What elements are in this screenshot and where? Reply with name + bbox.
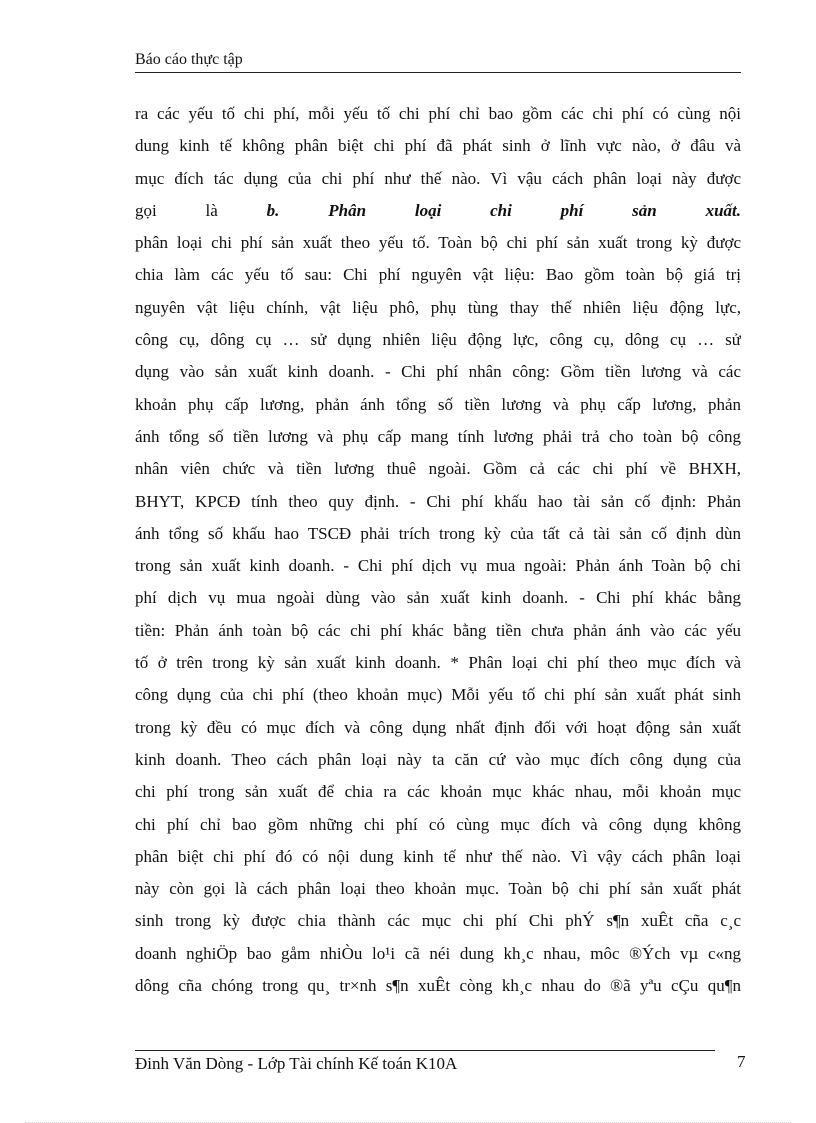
text-line: dung kinh tế không phân biệt chi phí đã phát sinh ở lĩnh vực nào, ở đâu và — [135, 136, 741, 156]
line-prefix: gọi là — [135, 200, 218, 220]
footer-author: Đinh Văn Dòng - Lớp Tài chính Kế toán K10A — [135, 1054, 458, 1073]
text-line: ra các yếu tố chi phí, mỗi yếu tố chi phí chỉ bao gồm các chi phí có cùng nội — [135, 104, 741, 123]
text-line: chi phí chỉ bao gồm những chi phí có cùng mục đích và công dụng không — [135, 814, 741, 834]
section-heading: b. Phân loại chi phí sản xuất. — [266, 200, 741, 220]
text-line: ánh tổng số khấu hao TSCĐ phải trích trong kỳ của tất cả tài sản cố định dùn — [135, 523, 741, 543]
text-line: trong kỳ đều có mục đích và công dụng nhất định đối với hoạt động sản xuất — [135, 717, 741, 737]
text-line: công dụng của chi phí (theo khoản mục) Mỗi yếu tố chi phí sản xuất phát sinh — [135, 685, 741, 705]
text-line: phân loại chi phí sản xuất theo yếu tố. Toàn bộ chi phí sản xuất trong kỳ được — [135, 233, 741, 253]
text-line: này còn gọi là cách phân loại theo khoản mục. Toàn bộ chi phí sản xuất phát — [135, 879, 741, 899]
text-line: doanh nghiÖp bao gåm nhiÒu lo¹i cã néi dung kh¸c nhau, môc ®Ých vµ c«ng — [135, 943, 741, 963]
body-paragraph — [135, 98, 741, 1002]
page-number: 7 — [737, 1052, 746, 1071]
text-line: mục đích tác dụng của chi phí như thế nào. Vì vậu cách phân loại này được — [135, 168, 741, 188]
text-line: nhân viên chức và tiền lương thuê ngoài. Gồm cả các chi phí về BHXH, — [135, 459, 741, 479]
text-line: ánh tổng số tiền lương và phụ cấp mang tính lương phải trả cho toàn bộ công — [135, 426, 741, 446]
text-line: dông cña chóng trong qu¸ tr×nh s¶n xuÊt còng kh¸c nhau do ®ã yªu cÇu qu¶n — [135, 976, 741, 996]
text-line: tiền: Phản ánh toàn bộ các chi phí khác bằng tiền chưa phản ánh vào các yếu — [135, 620, 741, 640]
text-line: kinh doanh. Theo cách phân loại này ta căn cứ vào mục đích công dụng của — [135, 749, 741, 769]
footer-divider — [135, 1050, 715, 1051]
text-line: khoản phụ cấp lương, phản ánh tổng số tiền lương và phụ cấp lương, phản — [135, 394, 741, 414]
text-line: phân biệt chi phí đó có nội dung kinh tế như thế nào. Vì vậy cách phân loại — [135, 846, 741, 866]
text-line: dụng vào sản xuất kinh doanh. - Chi phí nhân công: Gồm tiền lương và các — [135, 362, 741, 382]
text-line: phí dịch vụ mua ngoài dùng vào sản xuất kinh doanh. - Chi phí khác bằng — [135, 588, 741, 608]
text-line: công cụ, dông cụ … sử dụng nhiên liệu động lực, công cụ, dông cụ … sử — [135, 330, 741, 350]
text-line: trong sản xuất kinh doanh. - Chi phí dịch vụ mua ngoài: Phản ánh Toàn bộ chi — [135, 556, 741, 576]
text-line: chia làm các yếu tố sau: Chi phí nguyên vật liệu: Bao gồm toàn bộ giá trị — [135, 265, 741, 285]
text-line: chi phí trong sản xuất để chia ra các khoản mục khác nhau, mỗi khoản mục — [135, 782, 741, 802]
text-line: nguyên vật liệu chính, vật liệu phô, phụ tùng thay thế nhiên liệu động lực, — [135, 297, 741, 317]
text-line-with-heading — [135, 195, 741, 227]
header-title: Báo cáo thực tập — [135, 51, 243, 68]
text-line: tố ở trên trong kỳ sản xuất kinh doanh. * Phân loại chi phí theo mục đích và — [135, 653, 741, 673]
text-line: sinh trong kỳ được chia thành các mục chi phí Chi phÝ s¶n xuÊt cña c¸c — [135, 911, 741, 931]
text-line: BHYT, KPCĐ tính theo quy định. - Chi phí khấu hao tài sản cố định: Phản — [135, 491, 741, 511]
running-header — [135, 50, 741, 73]
